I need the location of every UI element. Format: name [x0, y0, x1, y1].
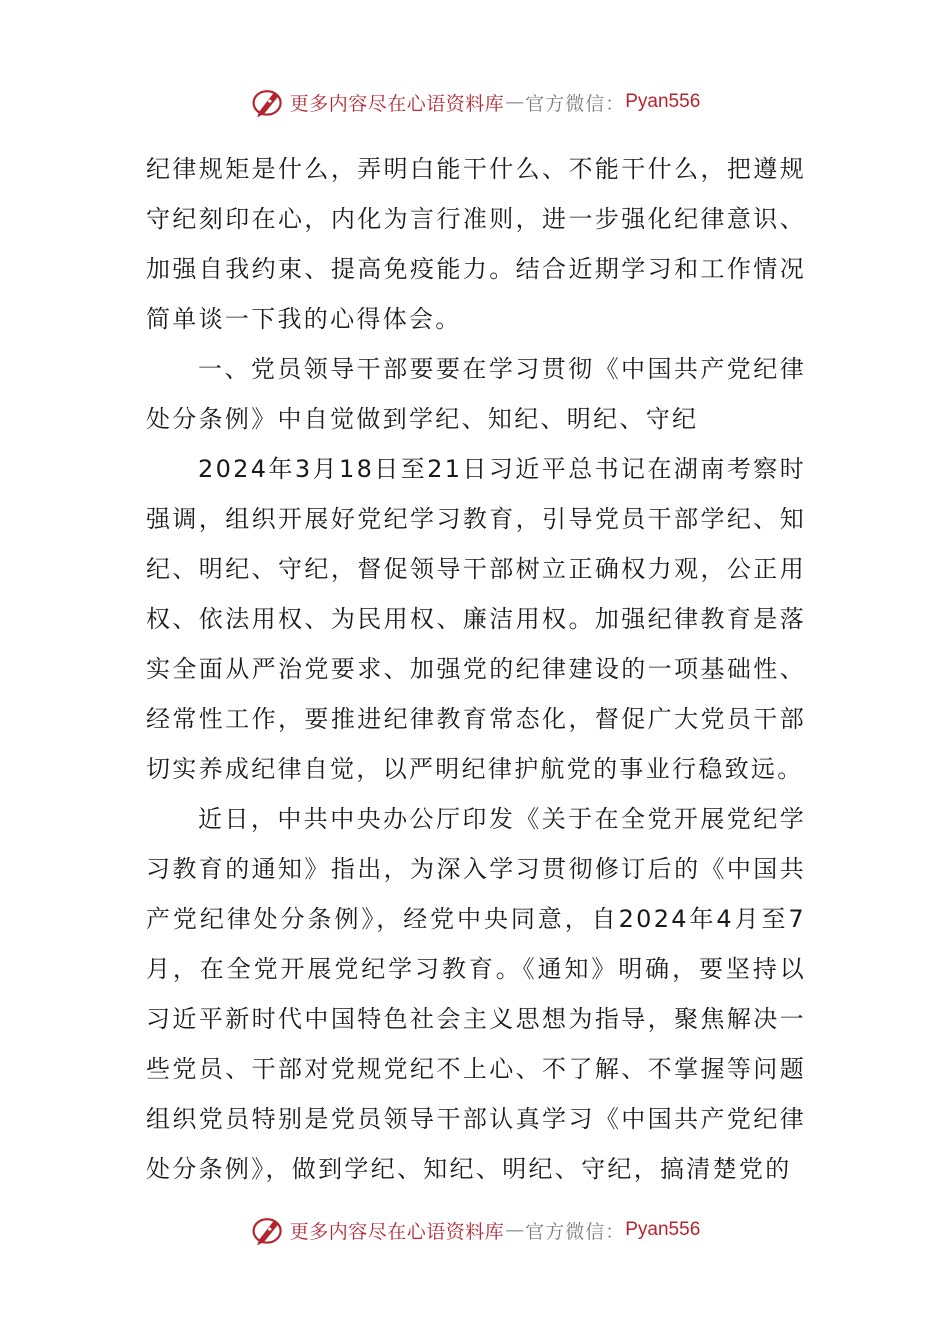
footer-watermark: [0, 1210, 950, 1250]
document-body: [146, 144, 806, 1194]
watermark-wechat-id: Pyan556: [625, 91, 701, 112]
watermark-dash: —: [505, 91, 525, 113]
section-heading-1: 一、党员领导干部要要在学习贯彻《中国共产党纪律处分条例》中自觉做到学纪、知纪、明纪、守纪: [146, 355, 806, 433]
watermark-wechat-id: Pyan556: [625, 1219, 701, 1240]
header-watermark: [0, 82, 950, 122]
watermark-brand: 更多内容尽在心语资料库: [289, 1220, 505, 1243]
paragraph-1: 纪律规矩是什么，弄明白能干什么、不能干什么，把遵规守纪刻印在心，内化为言行准则，进一步强化纪律意识、加强自我约束、提高免疫能力。结合近期学习和工作情况简单谈一下我的心得体会。: [146, 155, 806, 333]
pen-nib-logo-icon: [250, 1212, 286, 1248]
watermark-brand: 更多内容尽在心语资料库: [289, 92, 505, 115]
watermark-dash: —: [505, 1219, 525, 1241]
paragraph-2: 2024年3月18日至21日习近平总书记在湖南考察时强调，组织开展好党纪学习教育，引导党员干部学纪、知纪、明纪、守纪，督促领导干部树立正确权力观，公正用权、依法用权、为民用权、廉洁用权。加强纪律教育是落实全面从严治党要求、加强党的纪律建设的一项基础性、经常性工作，要推进纪律教育常态化，督促广大党员干部切实养成纪律自觉，以严明纪律护航党的事业行稳致远。: [146, 455, 806, 783]
watermark-subtitle: 官方微信：: [525, 1220, 626, 1243]
watermark-subtitle: 官方微信：: [525, 92, 626, 115]
pen-nib-logo-icon: [250, 84, 286, 120]
paragraph-3: 近日，中共中央办公厅印发《关于在全党开展党纪学习教育的通知》指出，为深入学习贯彻修订后的《中国共产党纪律处分条例》，经党中央同意，自2024年4月至7月，在全党开展党纪学习教育。《通知》明确，要坚持以习近平新时代中国特色社会主义思想为指导，聚焦解决一些党员、干部对党规党纪不上心、不了解、不掌握等问题组织党员特别是党员领导干部认真学习《中国共产党纪律处分条例》，做到学纪、知纪、明纪、守纪，搞清楚党的: [146, 805, 806, 1183]
